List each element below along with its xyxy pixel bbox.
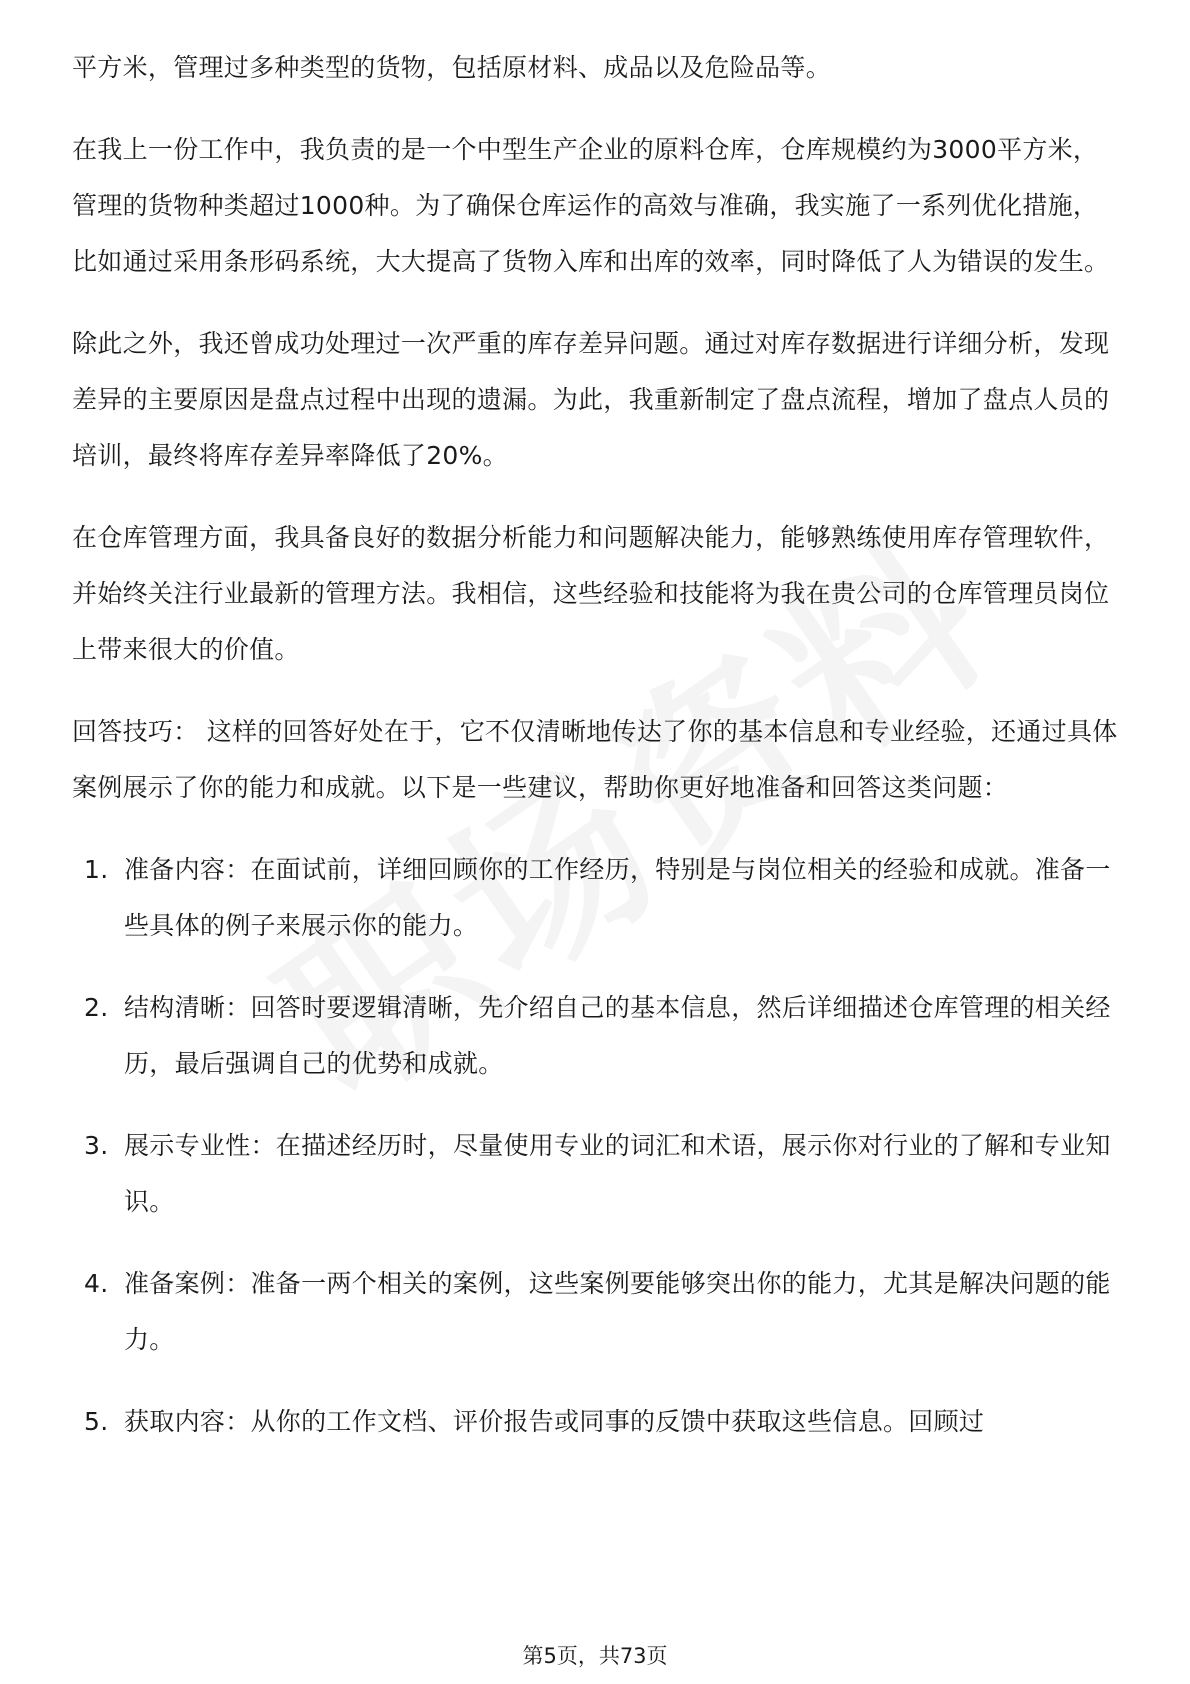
- list-item-number: 5.: [84, 1407, 109, 1436]
- list-item-text: 准备内容：在面试前，详细回顾你的工作经历，特别是与岗位相关的经验和成就。准备一些具体的例子来展示你的能力。: [124, 855, 1111, 940]
- list-item-text: 展示专业性：在描述经历时，尽量使用专业的词汇和术语，展示你对行业的了解和专业知识。: [124, 1131, 1111, 1216]
- list-item: [72, 1118, 1122, 1230]
- list-item-text: 结构清晰：回答时要逻辑清晰，先介绍自己的基本信息，然后详细描述仓库管理的相关经历，最后强调自己的优势和成就。: [124, 993, 1111, 1078]
- paragraph-previous-job: 在我上一份工作中，我负责的是一个中型生产企业的原料仓库，仓库规模约为3000平方米，管理的货物种类超过1000种。为了确保仓库运作的高效与准确，我实施了一系列优化措施，比如通过采用条形码系统，大大提高了货物入库和出库的效率，同时降低了人为错误的发生。: [72, 135, 1110, 276]
- page-footer: [0, 1640, 1190, 1670]
- list-item: [72, 842, 1122, 954]
- document-body: [72, 40, 1122, 1476]
- list-item: [72, 1256, 1122, 1368]
- paragraph-skills: 在仓库管理方面，我具备良好的数据分析能力和问题解决能力，能够熟练使用库存管理软件，并始终关注行业最新的管理方法。我相信，这些经验和技能将为我在贵公司的仓库管理员岗位上带来很大的价值。: [72, 523, 1110, 664]
- list-item-text: 获取内容：从你的工作文档、评价报告或同事的反馈中获取这些信息。回顾过: [124, 1407, 985, 1436]
- tips-list: [72, 842, 1122, 1450]
- list-item: [72, 1394, 1122, 1450]
- list-item-text: 准备案例：准备一两个相关的案例，这些案例要能够突出你的能力，尤其是解决问题的能力。: [124, 1269, 1111, 1354]
- list-item-number: 2.: [84, 993, 109, 1022]
- page-number: 第5页，共73页: [522, 1644, 668, 1668]
- list-item: [72, 980, 1122, 1092]
- paragraph-inventory-issue: 除此之外，我还曾成功处理过一次严重的库存差异问题。通过对库存数据进行详细分析，发现差异的主要原因是盘点过程中出现的遗漏。为此，我重新制定了盘点流程，增加了盘点人员的培训，最终将库存差异率降低了20%。: [72, 329, 1110, 470]
- list-item-number: 3.: [84, 1131, 109, 1160]
- paragraph-continuation: 平方米，管理过多种类型的货物，包括原材料、成品以及危险品等。: [72, 53, 832, 82]
- paragraph-answer-tips: 回答技巧： 这样的回答好处在于，它不仅清晰地传达了你的基本信息和专业经验，还通过具体案例展示了你的能力和成就。以下是一些建议，帮助你更好地准备和回答这类问题：: [72, 717, 1118, 802]
- list-item-number: 4.: [84, 1269, 109, 1298]
- list-item-number: 1.: [84, 855, 109, 884]
